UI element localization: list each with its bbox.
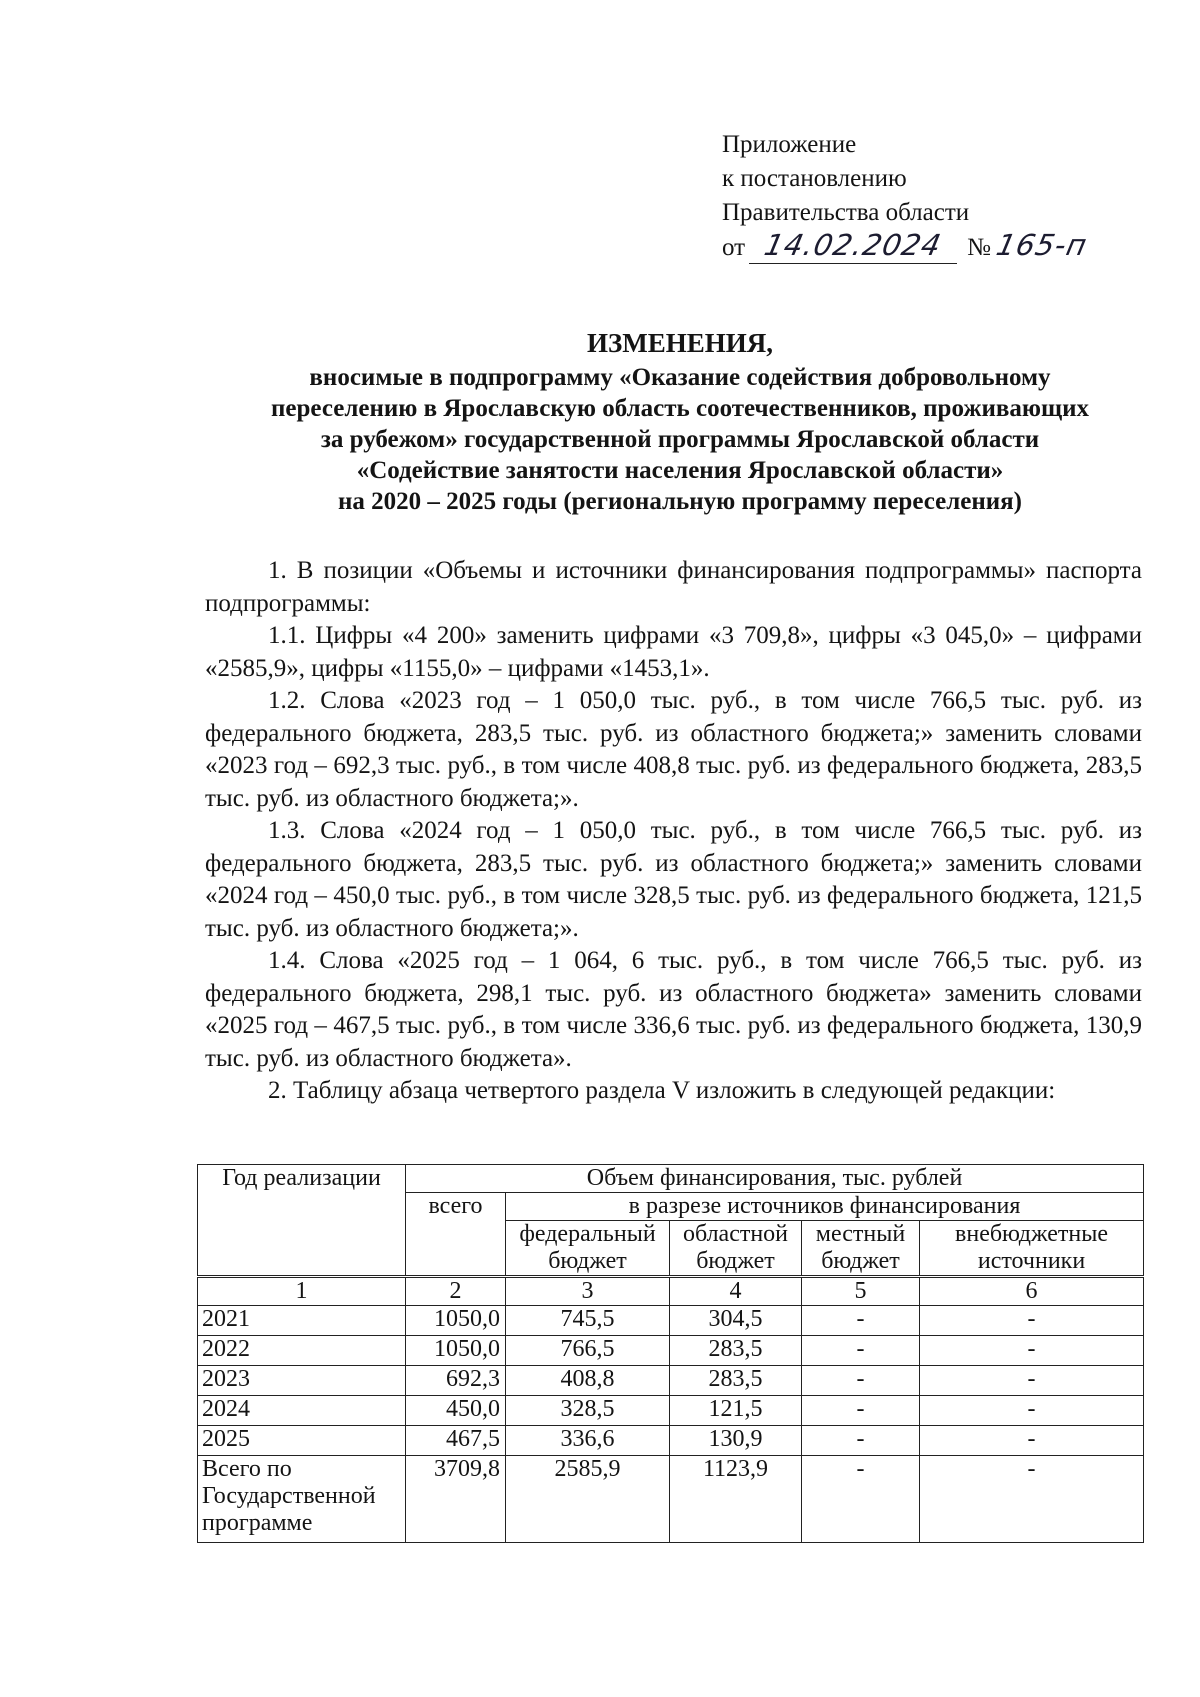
row-regional: 283,5	[670, 1366, 802, 1396]
date-field	[749, 230, 957, 264]
table-row	[198, 1396, 1144, 1426]
appendix-line-3: Правительства области	[722, 199, 970, 226]
paragraph-1-4: 1.4. Слова «2025 год – 1 064, 6 тыс. руб., в том числе 766,5 тыс. руб. из федерального бюджета, 298,1 тыс. руб. из областного бюджета» заменить словами «2025 год – 467,5 тыс. руб., в том числе 336,6 тыс. руб. из федерального бюджета, 130,9 тыс. руб. из областного бюджета».	[205, 947, 1142, 1072]
document-title	[160, 328, 1200, 517]
number-sign: №	[967, 234, 991, 261]
row-year: 2021	[198, 1306, 406, 1336]
row-extra: -	[920, 1366, 1144, 1396]
appendix-line-1: Приложение	[722, 131, 857, 158]
paragraph-1: 1. В позиции «Объемы и источники финансирования подпрограммы» паспорта подпрограммы:	[205, 557, 1142, 617]
col-number: 5	[802, 1277, 920, 1306]
column-number-row	[198, 1277, 1144, 1306]
row-year: 2024	[198, 1396, 406, 1426]
row-total: 3709,8	[406, 1456, 506, 1543]
col-number: 3	[506, 1277, 670, 1306]
appendix-block	[722, 128, 1117, 270]
row-total: 467,5	[406, 1426, 506, 1456]
row-total: 450,0	[406, 1396, 506, 1426]
title-line-2: переселению в Ярославскую область соотечественников, проживающих	[271, 395, 1089, 422]
header-regional: областной бюджет	[670, 1221, 802, 1277]
paragraph-1-1: 1.1. Цифры «4 200» заменить цифрами «3 709,8», цифры «3 045,0» – цифрами «2585,9», цифры «1155,0» – цифрами «1453,1».	[205, 622, 1142, 682]
row-federal: 336,6	[506, 1426, 670, 1456]
handwritten-number: 165-п	[993, 228, 1091, 262]
header-extra: внебюджетные источники	[920, 1221, 1144, 1277]
row-total: 1050,0	[406, 1306, 506, 1336]
row-local: -	[802, 1426, 920, 1456]
header-total: всего	[406, 1193, 506, 1277]
row-total: 692,3	[406, 1366, 506, 1396]
header-year: Год реализации	[198, 1165, 406, 1277]
appendix-line-2: к постановлению	[722, 165, 907, 192]
table-row	[198, 1336, 1144, 1366]
title-line-3: за рубежом» государственной программы Ярославской области	[320, 426, 1040, 453]
table-header-row-1	[198, 1165, 1144, 1193]
row-year: 2022	[198, 1336, 406, 1366]
row-local: -	[802, 1396, 920, 1426]
row-year: 2025	[198, 1426, 406, 1456]
table-row	[198, 1306, 1144, 1336]
col-number: 1	[198, 1277, 406, 1306]
col-number: 4	[670, 1277, 802, 1306]
row-regional: 121,5	[670, 1396, 802, 1426]
row-local: -	[802, 1336, 920, 1366]
row-total-label: Всего по Государственной программе	[198, 1456, 406, 1543]
row-local: -	[802, 1456, 920, 1543]
row-federal: 2585,9	[506, 1456, 670, 1543]
row-local: -	[802, 1306, 920, 1336]
title-line-4: «Содействие занятости населения Ярославской области»	[356, 457, 1004, 484]
header-local: местный бюджет	[802, 1221, 920, 1277]
title-line-1: вносимые в подпрограмму «Оказание содействия добровольному	[309, 364, 1051, 391]
handwritten-date: 14.02.2024	[761, 228, 945, 262]
body-text	[205, 555, 1142, 1108]
header-volume: Объем финансирования, тыс. рублей	[406, 1165, 1144, 1193]
row-year: 2023	[198, 1366, 406, 1396]
table-row-total	[198, 1456, 1144, 1543]
appendix-date-line	[722, 230, 1117, 270]
row-total: 1050,0	[406, 1336, 506, 1366]
paragraph-2: 2. Таблицу абзаца четвертого раздела V изложить в следующей редакции:	[268, 1077, 1056, 1104]
row-regional: 130,9	[670, 1426, 802, 1456]
row-regional: 1123,9	[670, 1456, 802, 1543]
row-local: -	[802, 1366, 920, 1396]
paragraph-1-3: 1.3. Слова «2024 год – 1 050,0 тыс. руб., в том числе 766,5 тыс. руб. из федерального бюджета, 283,5 тыс. руб. из областного бюджета;» заменить словами «2024 год – 450,0 тыс. руб., в том числе 328,5 тыс. руб. из федерального бюджета, 121,5 тыс. руб. из областного бюджета;».	[205, 817, 1142, 942]
row-federal: 766,5	[506, 1336, 670, 1366]
paragraph-1-2: 1.2. Слова «2023 год – 1 050,0 тыс. руб., в том числе 766,5 тыс. руб. из федерального бюджета, 283,5 тыс. руб. из областного бюджета;» заменить словами «2023 год – 692,3 тыс. руб., в том числе 408,8 тыс. руб. из федерального бюджета, 283,5 тыс. руб. из областного бюджета;».	[205, 687, 1142, 812]
row-extra: -	[920, 1396, 1144, 1426]
header-by-sources: в разрезе источников финансирования	[506, 1193, 1144, 1221]
row-extra: -	[920, 1306, 1144, 1336]
row-extra: -	[920, 1456, 1144, 1543]
row-extra: -	[920, 1426, 1144, 1456]
row-federal: 745,5	[506, 1306, 670, 1336]
col-number: 2	[406, 1277, 506, 1306]
table-row	[198, 1366, 1144, 1396]
row-federal: 408,8	[506, 1366, 670, 1396]
row-regional: 304,5	[670, 1306, 802, 1336]
number-field	[993, 228, 1117, 263]
row-federal: 328,5	[506, 1396, 670, 1426]
financing-table	[197, 1164, 1144, 1543]
date-prefix: от	[722, 234, 746, 261]
title-line-5: на 2020 – 2025 годы (региональную программу переселения)	[338, 488, 1022, 515]
row-regional: 283,5	[670, 1336, 802, 1366]
title-main: ИЗМЕНЕНИЯ,	[586, 328, 773, 358]
table-row	[198, 1426, 1144, 1456]
header-federal: федеральный бюджет	[506, 1221, 670, 1277]
col-number: 6	[920, 1277, 1144, 1306]
row-extra: -	[920, 1336, 1144, 1366]
